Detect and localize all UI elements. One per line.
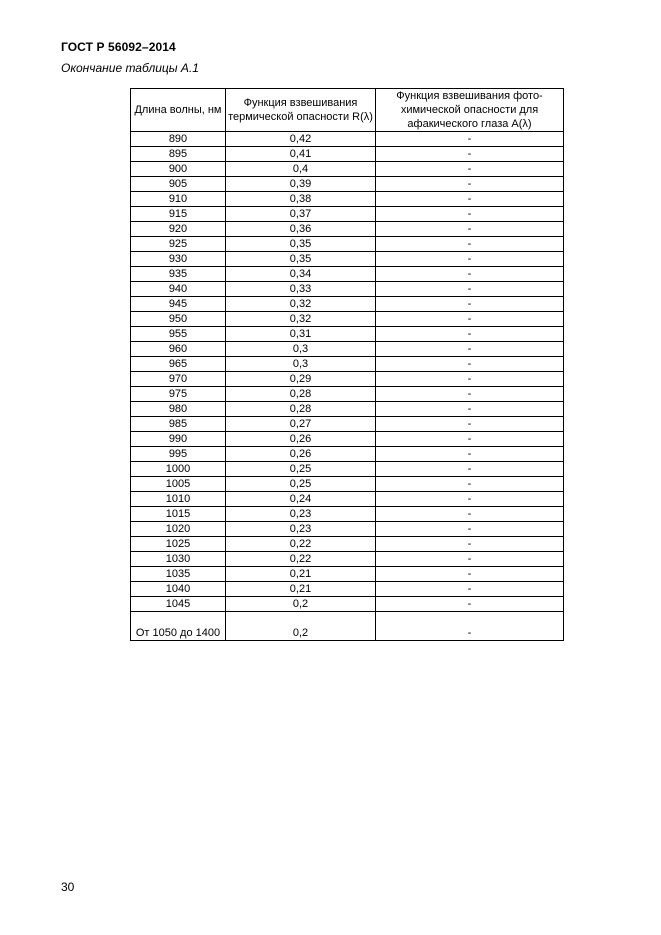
wavelength-cell: 995 <box>131 447 226 462</box>
table-row <box>131 477 564 492</box>
wavelength-cell: 960 <box>131 342 226 357</box>
thermal-value-cell: 0,36 <box>226 222 376 237</box>
photochemical-value-cell: - <box>376 387 564 402</box>
photochemical-value-cell: - <box>376 567 564 582</box>
table-header-row <box>131 89 564 132</box>
thermal-value-cell: 0,42 <box>226 132 376 147</box>
wavelength-cell: 895 <box>131 147 226 162</box>
wavelength-cell: 955 <box>131 327 226 342</box>
wavelength-cell: 1035 <box>131 567 226 582</box>
header-thermal-hazard: Функция взвешивания термической опасности R(λ) <box>226 89 376 132</box>
photochemical-value-cell: - <box>376 177 564 192</box>
wavelength-cell: 915 <box>131 207 226 222</box>
thermal-value-cell: 0,34 <box>226 267 376 282</box>
wavelength-cell: 935 <box>131 267 226 282</box>
thermal-value-cell: 0,21 <box>226 567 376 582</box>
photochemical-value-cell: - <box>376 462 564 477</box>
photochemical-value-cell: - <box>376 342 564 357</box>
wavelength-cell: 1030 <box>131 552 226 567</box>
photochemical-value-cell: - <box>376 372 564 387</box>
thermal-value-cell: 0,3 <box>226 357 376 372</box>
photochemical-value-cell: - <box>376 297 564 312</box>
thermal-value-cell: 0,24 <box>226 492 376 507</box>
table-row <box>131 567 564 582</box>
wavelength-cell: 925 <box>131 237 226 252</box>
thermal-value-cell: 0,35 <box>226 237 376 252</box>
thermal-value-cell: 0,32 <box>226 297 376 312</box>
thermal-value-cell: 0,38 <box>226 192 376 207</box>
table-row <box>131 342 564 357</box>
photochemical-value-cell: - <box>376 537 564 552</box>
wavelength-cell: 900 <box>131 162 226 177</box>
wavelength-cell: 1025 <box>131 537 226 552</box>
wavelength-cell: 890 <box>131 132 226 147</box>
photochemical-value-cell: - <box>376 402 564 417</box>
photochemical-value-cell: - <box>376 132 564 147</box>
photochemical-value-cell: - <box>376 222 564 237</box>
thermal-value-cell: 0,28 <box>226 387 376 402</box>
photochemical-value-cell: - <box>376 327 564 342</box>
wavelength-cell: 1015 <box>131 507 226 522</box>
table-row <box>131 297 564 312</box>
thermal-value-cell: 0,41 <box>226 147 376 162</box>
photochemical-value-cell: - <box>376 252 564 267</box>
table-row <box>131 582 564 597</box>
header-photochemical-hazard: Функция взвешивания фото-химической опасности для афакического глаза A(λ) <box>376 89 564 132</box>
table-row <box>131 312 564 327</box>
table-row <box>131 282 564 297</box>
thermal-value-cell: 0,22 <box>226 552 376 567</box>
document-code: ГОСТ Р 56092–2014 <box>61 40 176 54</box>
photochemical-value-cell: - <box>376 282 564 297</box>
photochemical-value-cell: - <box>376 162 564 177</box>
table-row <box>131 417 564 432</box>
photochemical-value-cell: - <box>376 147 564 162</box>
wavelength-cell: 980 <box>131 402 226 417</box>
wavelength-cell: 1005 <box>131 477 226 492</box>
photochemical-value-cell: - <box>376 207 564 222</box>
thermal-value-cell: 0,2 <box>226 612 376 641</box>
thermal-value-cell: 0,2 <box>226 597 376 612</box>
wavelength-cell: 1000 <box>131 462 226 477</box>
thermal-value-cell: 0,27 <box>226 417 376 432</box>
thermal-value-cell: 0,26 <box>226 447 376 462</box>
wavelength-cell: 1040 <box>131 582 226 597</box>
photochemical-value-cell: - <box>376 612 564 641</box>
table-row <box>131 162 564 177</box>
thermal-value-cell: 0,23 <box>226 507 376 522</box>
table-row <box>131 492 564 507</box>
photochemical-value-cell: - <box>376 582 564 597</box>
photochemical-value-cell: - <box>376 552 564 567</box>
table-row <box>131 537 564 552</box>
wavelength-cell: 985 <box>131 417 226 432</box>
table-caption: Окончание таблицы А.1 <box>61 61 199 75</box>
wavelength-cell: 950 <box>131 312 226 327</box>
wavelength-cell: 1045 <box>131 597 226 612</box>
table-row <box>131 387 564 402</box>
table-row <box>131 327 564 342</box>
photochemical-value-cell: - <box>376 192 564 207</box>
wavelength-cell: 910 <box>131 192 226 207</box>
table-row <box>131 177 564 192</box>
thermal-value-cell: 0,4 <box>226 162 376 177</box>
photochemical-value-cell: - <box>376 477 564 492</box>
wavelength-cell: 1020 <box>131 522 226 537</box>
thermal-value-cell: 0,3 <box>226 342 376 357</box>
photochemical-value-cell: - <box>376 417 564 432</box>
thermal-value-cell: 0,26 <box>226 432 376 447</box>
thermal-value-cell: 0,25 <box>226 477 376 492</box>
table-row <box>131 252 564 267</box>
photochemical-value-cell: - <box>376 522 564 537</box>
photochemical-value-cell: - <box>376 447 564 462</box>
table-row <box>131 522 564 537</box>
photochemical-value-cell: - <box>376 492 564 507</box>
thermal-value-cell: 0,25 <box>226 462 376 477</box>
wavelength-cell: 930 <box>131 252 226 267</box>
table-row <box>131 552 564 567</box>
wavelength-cell: 965 <box>131 357 226 372</box>
table-row <box>131 507 564 522</box>
table-row <box>131 447 564 462</box>
table-row <box>131 267 564 282</box>
page-number: 30 <box>61 880 75 894</box>
wavelength-cell: 920 <box>131 222 226 237</box>
table-row <box>131 402 564 417</box>
table-row <box>131 462 564 477</box>
wavelength-cell: 975 <box>131 387 226 402</box>
wavelength-cell: 940 <box>131 282 226 297</box>
table-row <box>131 147 564 162</box>
table-row <box>131 432 564 447</box>
thermal-value-cell: 0,39 <box>226 177 376 192</box>
photochemical-value-cell: - <box>376 432 564 447</box>
wavelength-cell: 1010 <box>131 492 226 507</box>
thermal-value-cell: 0,32 <box>226 312 376 327</box>
thermal-value-cell: 0,31 <box>226 327 376 342</box>
wavelength-cell: 945 <box>131 297 226 312</box>
table-row <box>131 372 564 387</box>
photochemical-value-cell: - <box>376 267 564 282</box>
table-row <box>131 357 564 372</box>
table-row <box>131 207 564 222</box>
table-row <box>131 222 564 237</box>
thermal-value-cell: 0,35 <box>226 252 376 267</box>
table-row <box>131 132 564 147</box>
header-wavelength: Длина волны, нм <box>131 89 226 132</box>
photochemical-value-cell: - <box>376 507 564 522</box>
thermal-value-cell: 0,21 <box>226 582 376 597</box>
wavelength-cell: 905 <box>131 177 226 192</box>
table-row <box>131 612 564 641</box>
thermal-value-cell: 0,28 <box>226 402 376 417</box>
table-row <box>131 597 564 612</box>
photochemical-value-cell: - <box>376 597 564 612</box>
wavelength-cell: От 1050 до 1400 <box>131 612 226 641</box>
thermal-value-cell: 0,23 <box>226 522 376 537</box>
wavelength-cell: 990 <box>131 432 226 447</box>
thermal-value-cell: 0,33 <box>226 282 376 297</box>
photochemical-value-cell: - <box>376 312 564 327</box>
table-body <box>131 132 564 641</box>
wavelength-cell: 970 <box>131 372 226 387</box>
thermal-value-cell: 0,37 <box>226 207 376 222</box>
photochemical-value-cell: - <box>376 357 564 372</box>
thermal-value-cell: 0,29 <box>226 372 376 387</box>
table-row <box>131 237 564 252</box>
thermal-value-cell: 0,22 <box>226 537 376 552</box>
weighting-function-table <box>130 88 564 641</box>
table-row <box>131 192 564 207</box>
photochemical-value-cell: - <box>376 237 564 252</box>
